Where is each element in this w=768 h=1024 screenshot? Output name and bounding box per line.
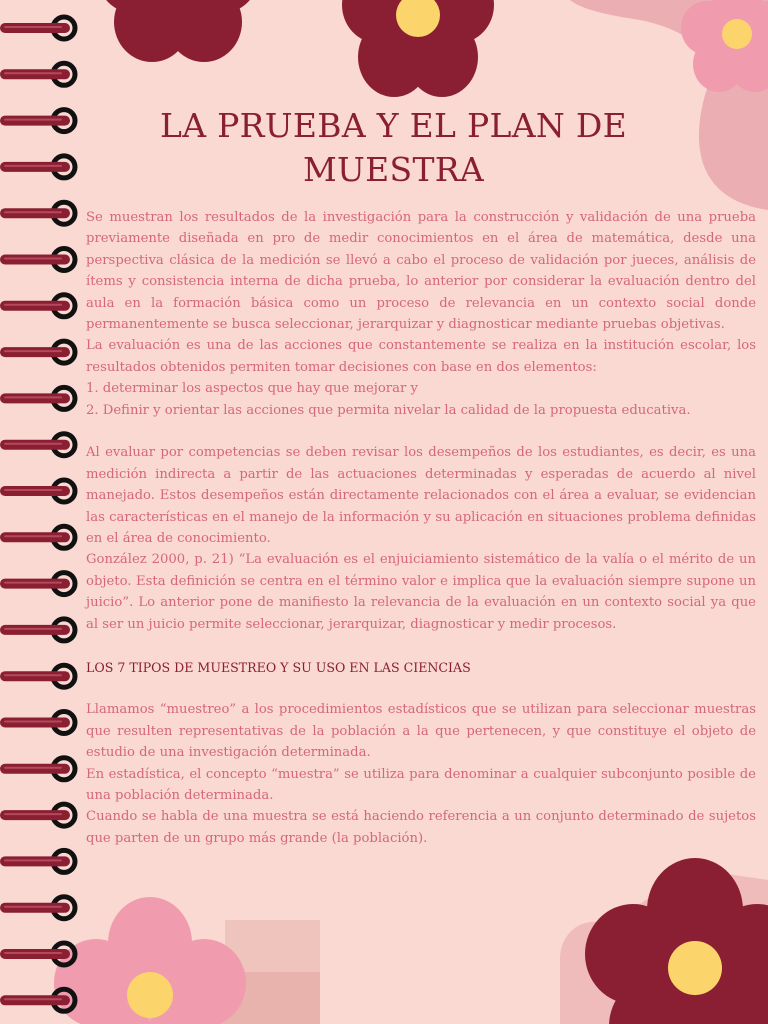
list-item-1: 1. determinar los aspectos que hay que mejorar y [86,381,418,397]
spiral-ring [0,63,75,85]
paragraph-competencias: Al evaluar por competencias se deben revisar los desempeños de los estudiantes, es decir, es una medición indirecta a partir de las actuaciones determinadas y esperadas de acuerdo al nivel manejado. Estos desempeños están directamente relacionados con el área a evaluar, se evidencian las características en el manejo de la información y su aplicación en situaciones problema definidas en el área de conocimiento. [86,445,756,547]
spiral-ring [0,897,75,919]
spiral-ring [0,619,75,641]
spiral-binding-icon [0,0,82,1024]
spiral-ring [0,526,75,548]
spiral-ring [0,434,75,456]
spiral-ring [0,387,75,409]
spiral-ring [0,758,75,780]
spiral-ring [0,17,75,39]
spiral-ring [0,341,75,363]
spiral-ring [0,480,75,502]
flower-icon [681,0,768,92]
section-heading: LOS 7 TIPOS DE MUESTREO Y SU USO EN LAS CIENCIAS [86,659,471,675]
spiral-ring [0,989,75,1011]
flower-icon [54,897,246,1024]
spiral-ring [0,156,75,178]
spiral-ring [0,804,75,826]
page-title: LA PRUEBA Y EL PLAN DE MUESTRA [160,106,627,189]
paragraph-intro: Se muestran los resultados de la investigación para la construcción y validación de una prueba previamente diseñada en pro de medir conocimientos en el área de matemática, desde una perspectiva clásica de la medición se llevó a cabo el proceso de validación por jueces, análisis de ítems y consistencia interna de dicha prueba, lo anterior por considerar la evaluación dentro del aula en la formación básica como un proceso de relevancia en un contexto social donde permanentemente se busca seleccionar, jerarquizar y diagnosticar mediante pruebas objetivas. [86,210,756,333]
spiral-ring [0,712,75,734]
paragraph-muestra: En estadística, el concepto “muestra” se utiliza para denominar a cualquier subconjunto posible de una población determinada. [86,766,756,803]
spiral-ring [0,202,75,224]
flower-icon [96,0,260,62]
paragraph-evaluation: La evaluación es una de las acciones que constantemente se realiza en la institución escolar, los resultados obtenidos permiten tomar decisiones con base en dos elementos: [86,338,756,375]
paragraph-muestreo: Llamamos “muestreo” a los procedimientos estadísticos que se utilizan para seleccionar muestras que resulten representativas de la población a la que pertenecen, y que constituye el objeto de estudio de una investigación determinada. [86,702,756,761]
document-body [86,207,756,849]
paragraph-poblacion: Cuando se habla de una muestra se está haciendo referencia a un conjunto determinado de sujetos que parten de un grupo más grande (la población). [86,809,756,846]
spiral-ring [0,110,75,132]
spiral-ring [0,665,75,687]
spiral-ring [0,573,75,595]
spiral-ring [0,850,75,872]
spiral-ring [0,295,75,317]
flower-icon [342,0,494,97]
paragraph-quote: González 2000, p. 21) “La evaluación es el enjuiciamiento sistemático de la valía o el mérito de un objeto. Esta definición se centra en el término valor e implica que la evaluación siempre supone un juicio”. Lo anterior pone de manifiesto la relevancia de la evaluación en un contexto social ya que al ser un juicio permite seleccionar, jerarquizar, diagnosticar y medir procesos. [86,552,756,632]
spiral-ring [0,943,75,965]
spiral-ring [0,249,75,271]
list-item-2: 2. Definir y orientar las acciones que permita nivelar la calidad de la propuesta educativa. [86,402,691,418]
